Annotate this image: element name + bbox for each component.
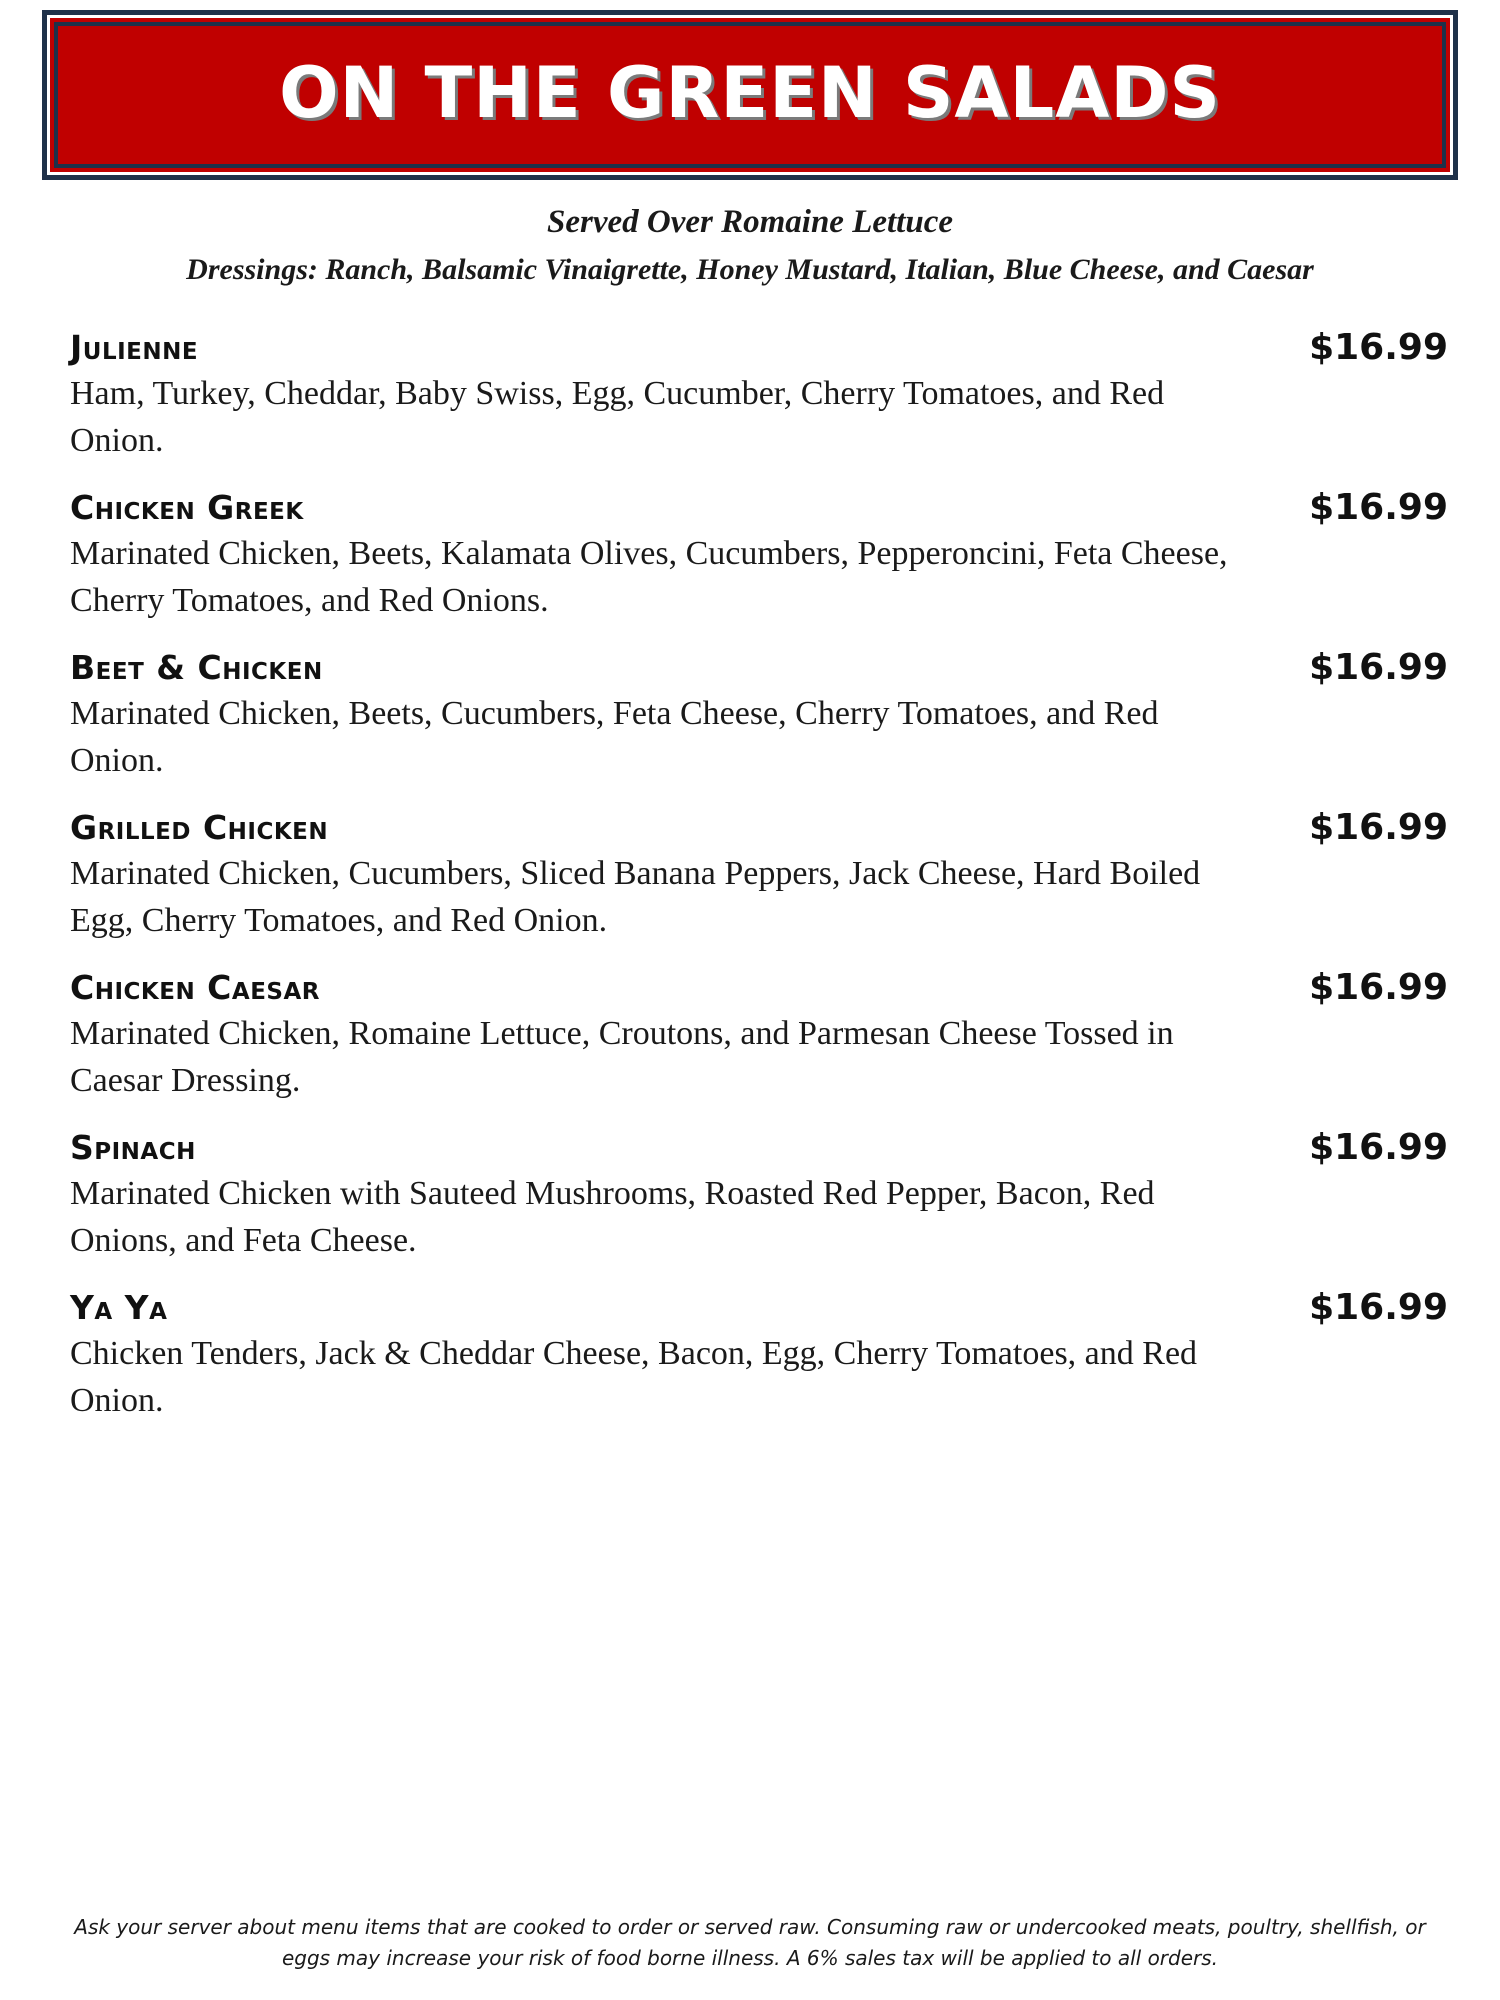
- banner-border-white: [47, 15, 1453, 175]
- menu-item-name: Ya Ya: [70, 1288, 168, 1327]
- menu-item-name: Chicken Caesar: [70, 968, 320, 1007]
- menu-item-ya-ya: [70, 1286, 1448, 1446]
- served-over-note: Served Over Romaine Lettuce: [547, 204, 953, 240]
- menu-item-grilled-chicken: [70, 806, 1448, 966]
- menu-item-price: $16.99: [1309, 647, 1448, 688]
- header-banner: [42, 10, 1458, 180]
- menu-item-price: $16.99: [1309, 327, 1448, 368]
- menu-item-spinach: [70, 1126, 1448, 1286]
- menu-item-description: Marinated Chicken, Cucumbers, Sliced Banana Peppers, Jack Cheese, Hard Boiled Egg, Cherry Tomatoes, and Red Onion.: [70, 855, 1201, 939]
- menu-item-name: Spinach: [70, 1128, 196, 1167]
- menu-item-chicken-caesar: [70, 966, 1448, 1126]
- menu-item-description: Marinated Chicken, Beets, Kalamata Olives, Cucumbers, Pepperoncini, Feta Cheese, Cherry Tomatoes, and Red Onions.: [70, 535, 1228, 619]
- menu-item-description: Chicken Tenders, Jack & Cheddar Cheese, Bacon, Egg, Cherry Tomatoes, and Red Onion.: [70, 1335, 1198, 1419]
- menu-item-beet-chicken: [70, 646, 1448, 806]
- menu-item-price: $16.99: [1309, 807, 1448, 848]
- menu-item-description: Marinated Chicken, Beets, Cucumbers, Feta Cheese, Cherry Tomatoes, and Red Onion.: [70, 695, 1159, 779]
- page-title: ON THE GREEN SALADS: [279, 52, 1221, 134]
- menu-item-chicken-greek: [70, 486, 1448, 646]
- menu-item-name: Beet & Chicken: [70, 648, 323, 687]
- menu-item-name: Grilled Chicken: [70, 808, 329, 847]
- menu-item-price: $16.99: [1309, 1287, 1448, 1328]
- menu-item-description: Marinated Chicken with Sauteed Mushrooms, Roasted Red Pepper, Bacon, Red Onions, and Feta Cheese.: [70, 1175, 1155, 1259]
- menu-item-price: $16.99: [1309, 1127, 1448, 1168]
- salad-menu-list: [70, 326, 1448, 1446]
- banner-border-red: [50, 18, 1450, 172]
- menu-item-description: Marinated Chicken, Romaine Lettuce, Croutons, and Parmesan Cheese Tossed in Caesar Dressing.: [70, 1015, 1174, 1099]
- food-safety-disclaimer: Ask your server about menu items that are cooked to order or served raw. Consuming raw or undercooked meats, poultry, shellfish, or eggs may increase your risk of food borne illness. A 6% sales tax will be applied to all orders.: [74, 1915, 1426, 1970]
- menu-item-name: Chicken Greek: [70, 488, 304, 527]
- banner-panel: [58, 26, 1442, 164]
- menu-item-name: Julienne: [70, 328, 199, 367]
- menu-item-price: $16.99: [1309, 487, 1448, 528]
- menu-item-julienne: [70, 326, 1448, 486]
- menu-item-price: $16.99: [1309, 967, 1448, 1008]
- dressings-note: Dressings: Ranch, Balsamic Vinaigrette, Honey Mustard, Italian, Blue Cheese, and Caesar: [186, 253, 1314, 286]
- menu-item-description: Ham, Turkey, Cheddar, Baby Swiss, Egg, Cucumber, Cherry Tomatoes, and Red Onion.: [70, 375, 1165, 459]
- banner-border-navy: [54, 22, 1446, 168]
